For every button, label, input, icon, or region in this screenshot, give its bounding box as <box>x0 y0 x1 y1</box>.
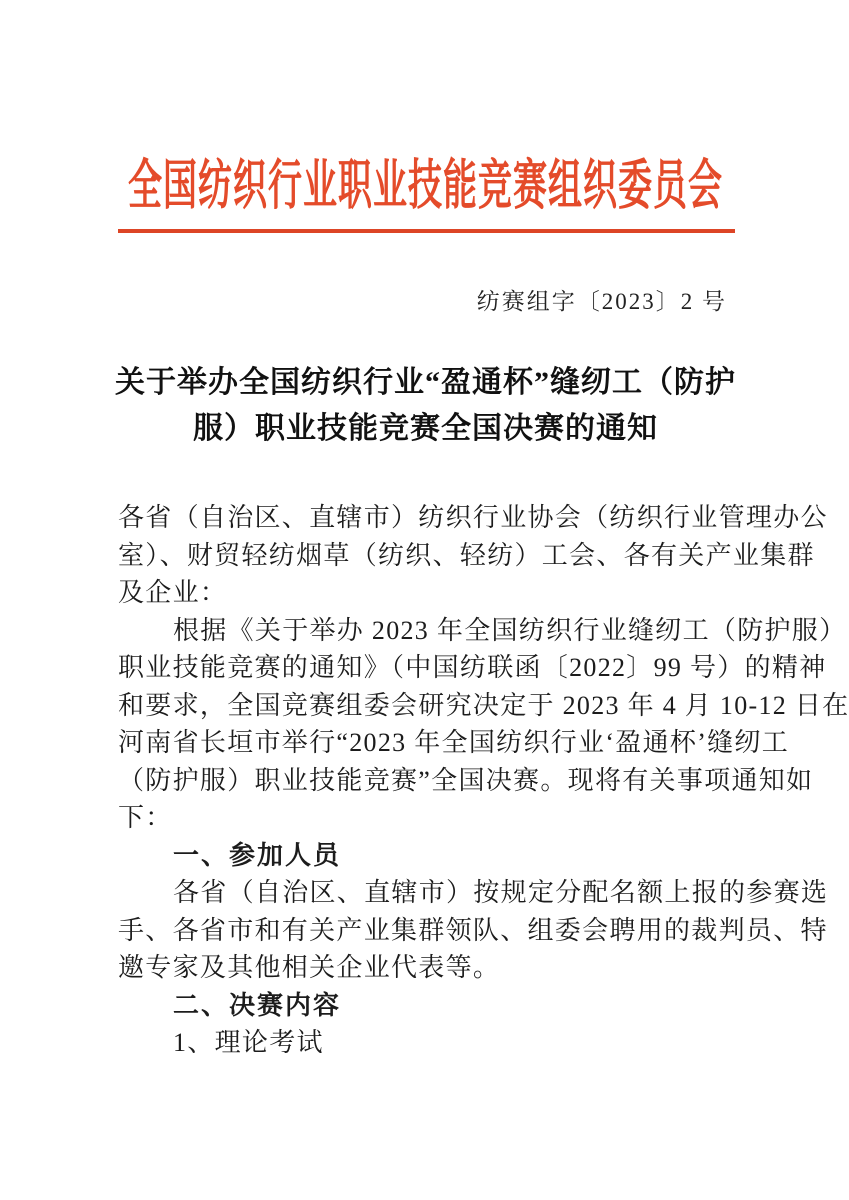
letterhead <box>118 142 733 218</box>
intro-line: 和要求，全国竞赛组委会研究决定于 2023 年 4 月 10-12 日在 <box>118 690 849 720</box>
letterhead-org-name: 全国纺织行业职业技能竞赛组织委员会 <box>128 157 723 216</box>
doc-number: 纺赛组字〔2023〕2 号 <box>476 289 727 314</box>
intro-line: 职业技能竞赛的通知》（中国纺联函〔2022〕99 号）的精神 <box>118 653 827 682</box>
doc-title <box>100 360 751 452</box>
section-1-line: 手、各省市和有关产业集群领队、组委会聘用的裁判员、特 <box>118 915 828 945</box>
section-2-heading: 二、决赛内容 <box>173 990 342 1020</box>
section-1-line: 邀专家及其他相关企业代表等。 <box>118 953 501 982</box>
document-body <box>118 499 849 1062</box>
doc-title-line-1: 关于举办全国纺织行业“盈通杯”缝纫工（防护 <box>115 366 736 399</box>
salutation-line: 及企业： <box>118 578 228 607</box>
intro-line: 根据《关于举办 2023 年全国纺织行业缝纫工（防护服） <box>173 615 847 645</box>
salutation-line: 室）、财贸轻纺烟草（纺织、轻纺）工会、各有关产业集群 <box>118 540 815 570</box>
section-1-line: 各省（自治区、直辖市）按规定分配名额上报的参赛选 <box>173 878 829 907</box>
intro-line: （防护服）职业技能竞赛”全国决赛。现将有关事项通知如 <box>118 765 814 795</box>
salutation-line: 各省（自治区、直辖市）纺织行业协会（纺织行业管理办公 <box>118 503 828 532</box>
doc-title-line-2: 服）职业技能竞赛全国决赛的通知 <box>193 412 658 445</box>
intro-line: 下： <box>118 803 173 832</box>
section-1-heading: 一、参加人员 <box>173 840 342 870</box>
intro-line: 河南省长垣市举行“2023 年全国纺织行业‘盈通杯’缝纫工 <box>118 728 790 757</box>
section-2-item-1: 1、理论考试 <box>173 1028 324 1057</box>
letterhead-divider-line <box>118 229 735 233</box>
